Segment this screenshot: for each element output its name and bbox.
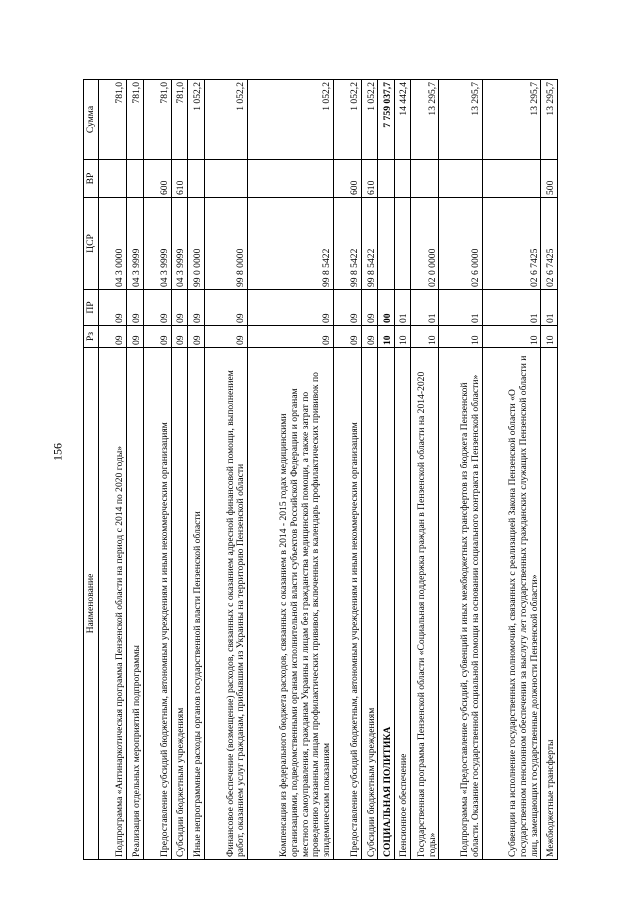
table-row bbox=[394, 80, 410, 860]
page-number: 156 bbox=[50, 443, 65, 461]
table-row bbox=[127, 80, 143, 860]
cell-csr: 02 0 0000 bbox=[411, 198, 439, 290]
cell-pr: 09 bbox=[248, 290, 334, 326]
cell-vr bbox=[482, 160, 541, 198]
cell-sum: 14 442,4 bbox=[394, 80, 410, 160]
cell-csr: 02 6 7425 bbox=[482, 198, 541, 290]
cell-csr: 02 6 0000 bbox=[439, 198, 482, 290]
cell-name: Предоставление субсидий бюджетным, автономным учреждениям и иным некоммерческим организациям bbox=[333, 348, 361, 860]
cell-pr: 01 bbox=[394, 290, 410, 326]
table-row bbox=[361, 80, 377, 860]
cell-rz: 09 bbox=[127, 326, 143, 348]
cell-vr: 600 bbox=[143, 160, 171, 198]
cell-sum: 781,0 bbox=[127, 80, 143, 160]
cell-pr: 09 bbox=[361, 290, 377, 326]
cell-rz: 09 bbox=[188, 326, 204, 348]
header-name: Наименование bbox=[84, 348, 99, 860]
cell-sum: 13 295,7 bbox=[482, 80, 541, 160]
table-header-row bbox=[84, 80, 99, 860]
cell-rz: 09 bbox=[248, 326, 334, 348]
cell-name: Компенсация из федерального бюджета расходов, связанных с оказанием в 2014 - 2015 годах медицинскими организациями, подведомственными органам исполнительной власти субъектов Российской Федерации и органам местного самоуправления, гражданам Украины и лицам без гражданства медицинской помощи, а также затрат по проведению указанным лицам профилактических прививок, включенных в календарь профилактических прививок по эпидемическим показаниям bbox=[248, 348, 334, 860]
cell-pr: 01 bbox=[482, 290, 541, 326]
header-vr: ВР bbox=[84, 160, 99, 198]
cell-rz: 10 bbox=[482, 326, 541, 348]
table-row bbox=[333, 80, 361, 860]
cell-pr: 01 bbox=[439, 290, 482, 326]
cell-name: Межбюджетные трансферты bbox=[541, 348, 558, 860]
cell-pr: 09 bbox=[333, 290, 361, 326]
cell-pr: 09 bbox=[143, 290, 171, 326]
cell-name: Иные непрограммные расходы органов государственной власти Пензенской области bbox=[188, 348, 204, 860]
cell-pr: 01 bbox=[541, 290, 558, 326]
cell-pr: 09 bbox=[99, 290, 127, 326]
cell-vr bbox=[99, 160, 127, 198]
cell-csr: 99 8 5422 bbox=[361, 198, 377, 290]
cell-sum: 1 052,2 bbox=[204, 80, 247, 160]
cell-name: Субвенции на исполнение государственных полномочий, связанных с реализацией Закона Пензенской области «О государственном пенсионном обеспечении за выслугу лет государственных гражданских служащих Пензенской области и лиц, замещающих государственные должности Пензенской области» bbox=[482, 348, 541, 860]
cell-csr: 04 3 0000 bbox=[99, 198, 127, 290]
cell-name: Субсидии бюджетным учреждениям bbox=[361, 348, 377, 860]
cell-rz: 10 bbox=[439, 326, 482, 348]
cell-sum: 1 052,2 bbox=[248, 80, 334, 160]
table-row bbox=[439, 80, 482, 860]
cell-rz: 09 bbox=[171, 326, 187, 348]
cell-vr: 610 bbox=[361, 160, 377, 198]
header-pr: ПР bbox=[84, 290, 99, 326]
table-row bbox=[411, 80, 439, 860]
cell-name: СОЦИАЛЬНАЯ ПОЛИТИКА bbox=[378, 348, 394, 860]
cell-name: Подпрограмма «Предоставление субсидий, субвенций и иных межбюджетных трансфертов из бюджета Пензенской области. Оказание государственной социальной помощи на основании социального контракта в Пензенской области» bbox=[439, 348, 482, 860]
cell-rz: 10 bbox=[394, 326, 410, 348]
cell-csr: 02 6 7425 bbox=[541, 198, 558, 290]
cell-pr: 09 bbox=[171, 290, 187, 326]
cell-csr: 99 8 0000 bbox=[204, 198, 247, 290]
table-row bbox=[541, 80, 558, 860]
cell-vr bbox=[127, 160, 143, 198]
table-row bbox=[99, 80, 127, 860]
table-row bbox=[143, 80, 171, 860]
cell-sum: 1 052,2 bbox=[188, 80, 204, 160]
cell-pr: 00 bbox=[378, 290, 394, 326]
budget-table bbox=[83, 79, 558, 860]
cell-vr: 500 bbox=[541, 160, 558, 198]
cell-vr bbox=[411, 160, 439, 198]
cell-sum: 781,0 bbox=[143, 80, 171, 160]
cell-pr: 01 bbox=[411, 290, 439, 326]
cell-rz: 10 bbox=[378, 326, 394, 348]
cell-pr: 09 bbox=[204, 290, 247, 326]
cell-sum: 7 759 037,7 bbox=[378, 80, 394, 160]
cell-name: Предоставление субсидий бюджетным, автономным учреждениям и иным некоммерческим организациям bbox=[143, 348, 171, 860]
cell-vr bbox=[204, 160, 247, 198]
header-sum: Сумма bbox=[84, 80, 99, 160]
table-row bbox=[171, 80, 187, 860]
table-row bbox=[204, 80, 247, 860]
cell-sum: 1 052,2 bbox=[333, 80, 361, 160]
header-csr: ЦСР bbox=[84, 198, 99, 290]
cell-sum: 13 295,7 bbox=[541, 80, 558, 160]
cell-name: Пенсионное обеспечение bbox=[394, 348, 410, 860]
cell-name: Субсидии бюджетным учреждениям bbox=[171, 348, 187, 860]
cell-csr: 99 0 0000 bbox=[188, 198, 204, 290]
cell-vr: 600 bbox=[333, 160, 361, 198]
table-row bbox=[248, 80, 334, 860]
cell-sum: 13 295,7 bbox=[439, 80, 482, 160]
cell-rz: 09 bbox=[143, 326, 171, 348]
cell-vr bbox=[248, 160, 334, 198]
cell-name: Реализация отдельных мероприятий подпрограммы bbox=[127, 348, 143, 860]
cell-sum: 781,0 bbox=[99, 80, 127, 160]
cell-sum: 781,0 bbox=[171, 80, 187, 160]
rotated-table-container bbox=[83, 80, 558, 860]
cell-csr: 04 3 9999 bbox=[171, 198, 187, 290]
cell-rz: 09 bbox=[333, 326, 361, 348]
cell-vr: 610 bbox=[171, 160, 187, 198]
cell-vr bbox=[378, 160, 394, 198]
cell-csr bbox=[378, 198, 394, 290]
cell-vr bbox=[439, 160, 482, 198]
cell-pr: 09 bbox=[188, 290, 204, 326]
cell-rz: 10 bbox=[411, 326, 439, 348]
cell-sum: 1 052,2 bbox=[361, 80, 377, 160]
cell-csr: 99 8 5422 bbox=[333, 198, 361, 290]
cell-rz: 10 bbox=[541, 326, 558, 348]
table-row bbox=[482, 80, 541, 860]
cell-name: Подпрограмма «Антинаркотическая программа Пензенской области на период с 2014 по 2020 годы» bbox=[99, 348, 127, 860]
cell-rz: 09 bbox=[204, 326, 247, 348]
cell-name: Финансовое обеспечение (возмещение) расходов, связанных с оказанием адресной финансовой помощи, выполнением работ, оказанием услуг гражданам, прибывшим из Украины на территорию Пензенской области bbox=[204, 348, 247, 860]
table-row bbox=[378, 80, 394, 860]
cell-csr: 04 3 9999 bbox=[143, 198, 171, 290]
table-row bbox=[188, 80, 204, 860]
cell-vr bbox=[188, 160, 204, 198]
header-rz: Рз bbox=[84, 326, 99, 348]
cell-vr bbox=[394, 160, 410, 198]
cell-sum: 13 295,7 bbox=[411, 80, 439, 160]
cell-csr: 99 8 5422 bbox=[248, 198, 334, 290]
table-body bbox=[99, 80, 558, 860]
cell-rz: 09 bbox=[99, 326, 127, 348]
cell-csr: 04 3 9999 bbox=[127, 198, 143, 290]
cell-pr: 09 bbox=[127, 290, 143, 326]
cell-rz: 09 bbox=[361, 326, 377, 348]
cell-csr bbox=[394, 198, 410, 290]
cell-name: Государственная программа Пензенской области «Социальная поддержка граждан в Пензенской области на 2014-2020 годы» bbox=[411, 348, 439, 860]
